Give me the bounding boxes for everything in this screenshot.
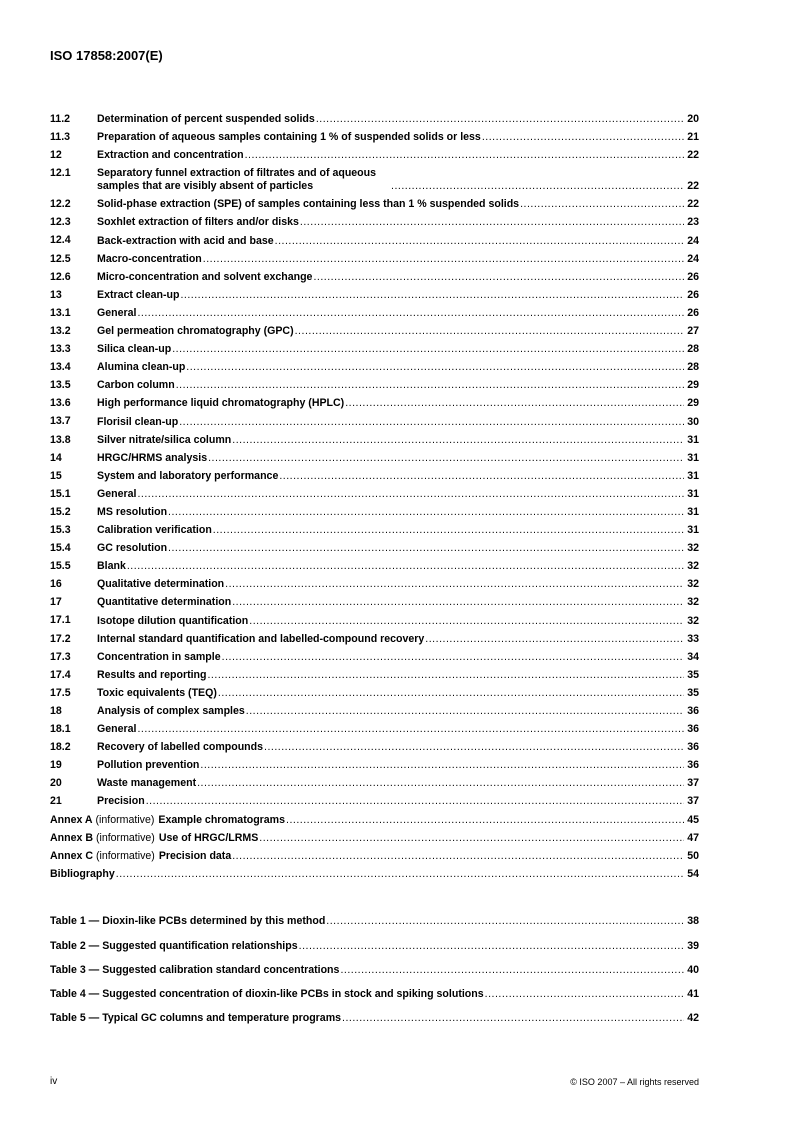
toc-entry-page: 33: [687, 632, 699, 645]
toc-entry-page: 23: [687, 216, 699, 229]
annex-page: 50: [687, 849, 699, 862]
table-title-wrap: [50, 940, 685, 952]
toc-entry-page: 20: [687, 113, 699, 126]
toc-entry-title-wrap: [97, 651, 685, 664]
toc-entry[interactable]: [50, 375, 699, 393]
toc-entry-page: 26: [687, 288, 699, 301]
dot-leader: [264, 741, 684, 754]
dot-leader: [485, 988, 684, 1000]
table-page: 38: [687, 915, 699, 928]
dot-leader: [179, 416, 684, 429]
dot-leader: [326, 915, 684, 927]
toc-entry[interactable]: [50, 127, 699, 145]
dot-leader: [232, 850, 684, 863]
toc-entry-title-wrap: [97, 198, 685, 211]
toc-entry-title-wrap: [97, 271, 685, 284]
toc-entry-page: 28: [687, 343, 699, 356]
toc-entry[interactable]: [50, 249, 699, 267]
dot-leader: [300, 216, 684, 229]
toc-entry-title: Back-extraction with acid and base: [97, 234, 274, 247]
toc-entry-title-wrap: [97, 253, 685, 266]
toc-entry-page: 36: [687, 759, 699, 772]
toc-entry-number: 14: [50, 451, 62, 464]
toc-entry-title: Determination of percent suspended solids: [97, 113, 315, 126]
toc-entry-title-wrap: [97, 397, 685, 410]
toc-entry[interactable]: [50, 629, 699, 647]
table-of-contents: [50, 109, 699, 882]
toc-entry-page: 36: [687, 705, 699, 717]
table-list-entry[interactable]: [50, 977, 699, 1001]
dot-leader: [342, 1012, 684, 1024]
table-page: 40: [687, 963, 699, 976]
toc-entry[interactable]: [50, 737, 699, 755]
toc-entry[interactable]: [50, 212, 699, 230]
toc-entry-number: 15.4: [50, 542, 71, 555]
toc-entry[interactable]: [50, 683, 699, 701]
toc-entry-page: 36: [687, 741, 699, 754]
table-page: 42: [687, 1012, 699, 1025]
annex-label: Annex C: [50, 849, 93, 862]
dot-leader: [391, 180, 684, 193]
annex-page: 47: [687, 831, 699, 844]
dot-leader: [245, 149, 684, 162]
toc-entry-title: Micro-concentration and solvent exchange: [97, 270, 313, 283]
toc-entry-title-wrap: [97, 470, 685, 483]
toc-entry-title: Blank: [97, 560, 126, 573]
toc-entry-title: GC resolution: [97, 542, 168, 555]
toc-entry[interactable]: [50, 592, 699, 610]
toc-entry[interactable]: [50, 773, 699, 791]
toc-entry-title-wrap: [97, 596, 685, 609]
annex-info: (informative): [95, 813, 155, 826]
table-page: 39: [687, 939, 699, 952]
toc-entry-number: 13.1: [50, 306, 71, 319]
toc-entry-page: 35: [687, 686, 699, 699]
toc-entry-title-wrap: [97, 361, 685, 374]
dot-leader: [172, 343, 684, 356]
dot-leader: [340, 964, 684, 976]
toc-entry-page: 29: [687, 397, 699, 410]
toc-entry-number: 17.5: [50, 686, 71, 699]
toc-entry-page: 34: [687, 650, 699, 663]
toc-annex-entry[interactable]: [50, 809, 699, 827]
toc-entry-page: 21: [687, 131, 699, 144]
toc-entry-title: HRGC/HRMS analysis: [97, 451, 208, 464]
toc-entry[interactable]: [50, 791, 699, 809]
toc-bibliography-entry[interactable]: [50, 864, 699, 882]
toc-entry-title: General: [97, 487, 137, 500]
toc-entry-title-wrap: [97, 687, 685, 700]
table-title: Table 4 — Suggested concentration of dioxin-like PCBs in stock and spiking solutions: [50, 988, 484, 1001]
toc-entry[interactable]: [50, 520, 699, 538]
toc-entry-title-wrap: [97, 113, 685, 126]
dot-leader: [520, 198, 684, 211]
dot-leader: [218, 687, 684, 700]
toc-entry-title-wrap: [97, 777, 685, 790]
toc-entry-page: 29: [687, 379, 699, 392]
table-page: 41: [687, 988, 699, 1001]
toc-entry[interactable]: [50, 321, 699, 339]
toc-entry-page: 31: [687, 505, 699, 518]
toc-entry-number: 13.2: [50, 324, 71, 337]
toc-entry-page: 31: [687, 433, 699, 446]
table-title: Table 5 — Typical GC columns and temperature programs: [50, 1012, 342, 1025]
annex-label: Annex B: [50, 831, 93, 844]
table-title-wrap: [50, 964, 685, 976]
dot-leader: [197, 777, 684, 790]
dot-leader: [279, 470, 684, 483]
toc-entry-title: Analysis of complex samples: [97, 705, 245, 717]
toc-entry-title: Precision: [97, 795, 145, 808]
toc-entry[interactable]: [50, 448, 699, 466]
toc-entry-number: 12.6: [50, 270, 71, 283]
dot-leader: [168, 542, 684, 555]
table-title-wrap: [50, 988, 685, 1000]
dot-leader: [213, 524, 684, 537]
dot-leader: [137, 488, 684, 501]
toc-entry-title: Silver nitrate/silica column: [97, 433, 232, 446]
toc-entry-number: 21: [50, 795, 62, 808]
dot-leader: [286, 814, 684, 827]
toc-entry-title-wrap: [97, 506, 685, 519]
toc-entry-page: 22: [687, 149, 699, 162]
annex-page: 45: [687, 813, 699, 826]
table-title-wrap: [50, 915, 685, 927]
dot-leader: [137, 307, 684, 320]
toc-entry-number: 12.5: [50, 252, 71, 265]
toc-entry-title: Solid-phase extraction (SPE) of samples containing less than 1 % suspended solids: [97, 198, 520, 211]
dot-leader: [295, 325, 684, 338]
toc-entry[interactable]: [50, 719, 699, 737]
toc-entry-title-wrap: [97, 343, 685, 356]
toc-entry-number: 15: [50, 469, 62, 482]
annex-title-wrap: [50, 814, 685, 827]
toc-entry-page: 27: [687, 325, 699, 338]
toc-entry-title: High performance liquid chromatography (HPLC): [97, 397, 345, 410]
toc-annex-entry[interactable]: [50, 846, 699, 864]
table-title: Table 3 — Suggested calibration standard concentrations: [50, 963, 340, 976]
bibliography-title-wrap: [50, 868, 685, 881]
annex-info: (informative): [95, 831, 155, 844]
toc-entry-number: 12.3: [50, 216, 71, 229]
table-list-entry[interactable]: [50, 904, 699, 928]
toc-entry-title: Internal standard quantification and labelled-compound recovery: [97, 632, 425, 645]
toc-entry-number: 13.5: [50, 379, 71, 392]
toc-entry-number: 19: [50, 759, 62, 772]
toc-entry-title-wrap: [97, 633, 685, 646]
toc-entry-title-wrap: [97, 216, 685, 229]
toc-entry[interactable]: [50, 430, 699, 448]
table-title: Table 2 — Suggested quantification relationships: [50, 939, 298, 952]
toc-entry-page: 26: [687, 270, 699, 283]
dot-leader: [222, 651, 684, 664]
toc-entry[interactable]: [50, 267, 699, 285]
dot-leader: [207, 669, 684, 682]
toc-entry[interactable]: [50, 163, 699, 194]
toc-entry-title: Isotope dilution quantification: [97, 614, 249, 627]
toc-entry-page: 22: [687, 198, 699, 211]
toc-entry-title: Quantitative determination: [97, 596, 232, 609]
toc-entry-title: Soxhlet extraction of filters and/or disks: [97, 216, 299, 229]
toc-entry-number: 15.3: [50, 523, 71, 536]
toc-entry[interactable]: [50, 339, 699, 357]
table-title: Table 1 — Dioxin-like PCBs determined by this method: [50, 915, 326, 928]
dot-leader: [275, 235, 684, 248]
toc-entry-title: General: [97, 723, 137, 736]
dot-leader: [127, 560, 684, 573]
annex-title: Precision data: [158, 849, 232, 862]
toc-entry-number: 17.3: [50, 650, 71, 663]
toc-entry-title: Extraction and concentration: [97, 149, 244, 162]
toc-entry-number: 13.6: [50, 397, 71, 410]
toc-entry-number: 18: [50, 704, 62, 717]
toc-entry[interactable]: [50, 466, 699, 484]
dot-leader: [116, 868, 684, 881]
toc-entry-title: Recovery of labelled compounds: [97, 741, 264, 754]
toc-entry-number: 18.2: [50, 741, 71, 754]
toc-entry-page: 22: [687, 180, 699, 193]
annex-title: Example chromatograms: [158, 813, 285, 826]
toc-entry-page: 32: [687, 542, 699, 555]
toc-entry-page: 36: [687, 723, 699, 736]
toc-entry-number: 13.4: [50, 361, 71, 374]
toc-entry-title: General: [97, 306, 137, 319]
toc-entry-title: Results and reporting: [97, 668, 207, 681]
page-number: iv: [50, 1076, 58, 1087]
toc-entry-title-wrap: [97, 723, 685, 736]
toc-entry-number: 13.7: [50, 415, 71, 428]
toc-entry-number: 15.1: [50, 487, 71, 500]
dot-leader: [316, 113, 684, 126]
table-title-wrap: [50, 1012, 685, 1024]
toc-entry[interactable]: [50, 538, 699, 556]
dot-leader: [313, 271, 684, 284]
table-list-entry[interactable]: [50, 953, 699, 977]
toc-entry-title-wrap: [97, 759, 685, 772]
toc-entry-page: 32: [687, 560, 699, 573]
toc-entry[interactable]: [50, 303, 699, 321]
toc-entry-title-wrap: [97, 307, 685, 320]
toc-entry-title-wrap: [97, 379, 685, 392]
toc-entry-number: 12.4: [50, 234, 71, 247]
toc-entry[interactable]: [50, 755, 699, 773]
toc-entry-number: 17.2: [50, 632, 71, 645]
toc-entry-page: 37: [687, 777, 699, 790]
dot-leader: [186, 361, 684, 374]
toc-entry-page: 24: [687, 252, 699, 265]
toc-entry-title: Toxic equivalents (TEQ): [97, 686, 217, 699]
bibliography-page: 54: [687, 867, 699, 880]
dot-leader: [299, 940, 684, 952]
toc-entry-title-wrap: [97, 434, 685, 447]
toc-entry-number: 15.5: [50, 560, 71, 573]
toc-entry-title-wrap: [97, 131, 685, 144]
toc-entry-title-wrap: [97, 167, 685, 193]
toc-entry[interactable]: [50, 357, 699, 375]
toc-entry-page: 26: [687, 306, 699, 319]
dot-leader: [176, 379, 684, 392]
toc-annex-entry[interactable]: [50, 828, 699, 846]
toc-entry-page: 37: [687, 795, 699, 808]
toc-entry-title-wrap: [97, 325, 685, 338]
list-of-tables: [50, 904, 699, 1025]
toc-entry[interactable]: [50, 393, 699, 411]
annex-title-wrap: [50, 850, 685, 863]
dot-leader: [482, 131, 684, 144]
toc-entry[interactable]: [50, 556, 699, 574]
document-id: ISO 17858:2007(E): [50, 48, 163, 63]
toc-entry-page: 31: [687, 524, 699, 537]
dot-leader: [232, 596, 684, 609]
toc-entry-number: 17: [50, 596, 62, 609]
toc-entry-number: 12.1: [50, 167, 71, 180]
dot-leader: [168, 506, 684, 519]
toc-entry-page: 28: [687, 361, 699, 374]
toc-entry-page: 35: [687, 668, 699, 681]
toc-entry-number: 12.2: [50, 198, 71, 211]
dot-leader: [425, 633, 684, 646]
toc-entry[interactable]: [50, 665, 699, 683]
toc-entry-page: 30: [687, 415, 699, 428]
toc-entry-title-wrap: [97, 795, 685, 808]
toc-entry-title: Macro-concentration: [97, 252, 202, 265]
toc-entry[interactable]: [50, 230, 699, 248]
toc-entry[interactable]: [50, 502, 699, 520]
toc-entry-page: 31: [687, 487, 699, 500]
dot-leader: [232, 434, 684, 447]
toc-entry-title: Qualitative determination: [97, 578, 225, 591]
dot-leader: [246, 705, 684, 718]
toc-entry-title-wrap: [97, 235, 685, 248]
annex-title: Use of HRGC/LRMS: [158, 831, 259, 844]
toc-entry-title: Pollution prevention: [97, 759, 200, 772]
toc-entry-title: Florisil clean-up: [97, 415, 179, 428]
toc-entry-page: 24: [687, 234, 699, 247]
toc-entry-title-wrap: [97, 524, 685, 537]
toc-entry-title: Calibration verification: [97, 524, 212, 537]
toc-entry[interactable]: [50, 574, 699, 592]
toc-entry-title: Carbon column: [97, 379, 175, 392]
toc-entry-title: Separatory funnel extraction of filtrates and of aqueous samples that are visibly absent of particles: [97, 167, 377, 193]
bibliography-title: Bibliography: [50, 867, 115, 880]
toc-entry-number: 20: [50, 777, 62, 790]
dot-leader: [208, 452, 684, 465]
toc-entry[interactable]: [50, 145, 699, 163]
toc-entry-number: 13.8: [50, 433, 71, 446]
toc-entry-title-wrap: [97, 488, 685, 501]
toc-entry-number: 18.1: [50, 723, 71, 735]
annex-info: (informative): [95, 849, 155, 862]
dot-leader: [146, 795, 684, 808]
toc-entry-page: 32: [687, 596, 699, 609]
toc-entry-title: Gel permeation chromatography (GPC): [97, 325, 294, 338]
toc-entry-title: Preparation of aqueous samples containing 1 % of suspended solids or less: [97, 131, 481, 144]
toc-entry-number: 15.2: [50, 505, 71, 518]
toc-entry-title-wrap: [97, 669, 685, 682]
toc-entry-page: 31: [687, 469, 699, 482]
toc-entry-title-wrap: [97, 741, 685, 754]
toc-entry-page: 32: [687, 578, 699, 591]
toc-entry-title: MS resolution: [97, 505, 168, 518]
dot-leader: [180, 289, 684, 302]
toc-entry-title-wrap: [97, 705, 685, 718]
table-list-entry[interactable]: [50, 928, 699, 952]
toc-entry-title: Silica clean-up: [97, 343, 172, 356]
toc-entry[interactable]: [50, 701, 699, 719]
toc-entry[interactable]: [50, 109, 699, 127]
toc-entry-title-wrap: [97, 416, 685, 429]
dot-leader: [259, 832, 684, 845]
toc-entry-number: 17.4: [50, 668, 71, 681]
dot-leader: [345, 397, 684, 410]
dot-leader: [200, 759, 684, 772]
toc-entry-number: 13: [50, 288, 62, 301]
toc-entry-number: 17.1: [50, 614, 71, 627]
toc-entry-number: 13.3: [50, 343, 71, 356]
toc-entry[interactable]: [50, 285, 699, 303]
toc-entry-number: 12: [50, 149, 62, 162]
annex-label: Annex A: [50, 813, 93, 826]
toc-entry-title: Waste management: [97, 777, 197, 790]
toc-entry[interactable]: [50, 484, 699, 502]
toc-entry-title-wrap: [97, 452, 685, 465]
toc-entry[interactable]: [50, 411, 699, 429]
toc-entry-title-wrap: [97, 289, 685, 302]
dot-leader: [137, 723, 684, 736]
toc-entry-number: 16: [50, 578, 62, 591]
copyright-notice: © ISO 2007 – All rights reserved: [570, 1077, 699, 1087]
toc-entry-page: 31: [687, 451, 699, 464]
toc-entry-title-wrap: [97, 542, 685, 555]
toc-entry-title: System and laboratory performance: [97, 469, 279, 482]
annex-title-wrap: [50, 832, 685, 845]
toc-entry-title: Extract clean-up: [97, 288, 180, 301]
toc-entry-title-wrap: [97, 560, 685, 573]
dot-leader: [225, 578, 684, 591]
toc-entry-title-wrap: [97, 578, 685, 591]
toc-entry-title: Alumina clean-up: [97, 361, 186, 374]
toc-entry[interactable]: [50, 610, 699, 628]
toc-entry-number: 11.2: [50, 113, 71, 125]
dot-leader: [249, 615, 684, 628]
toc-entry-title: Concentration in sample: [97, 650, 221, 663]
toc-entry[interactable]: [50, 194, 699, 212]
toc-entry-page: 32: [687, 614, 699, 627]
toc-entry-title-wrap: [97, 149, 685, 162]
dot-leader: [203, 253, 684, 266]
toc-entry-title-wrap: [97, 615, 685, 628]
table-list-entry[interactable]: [50, 1001, 699, 1025]
toc-entry[interactable]: [50, 647, 699, 665]
toc-entry-number: 11.3: [50, 131, 71, 144]
